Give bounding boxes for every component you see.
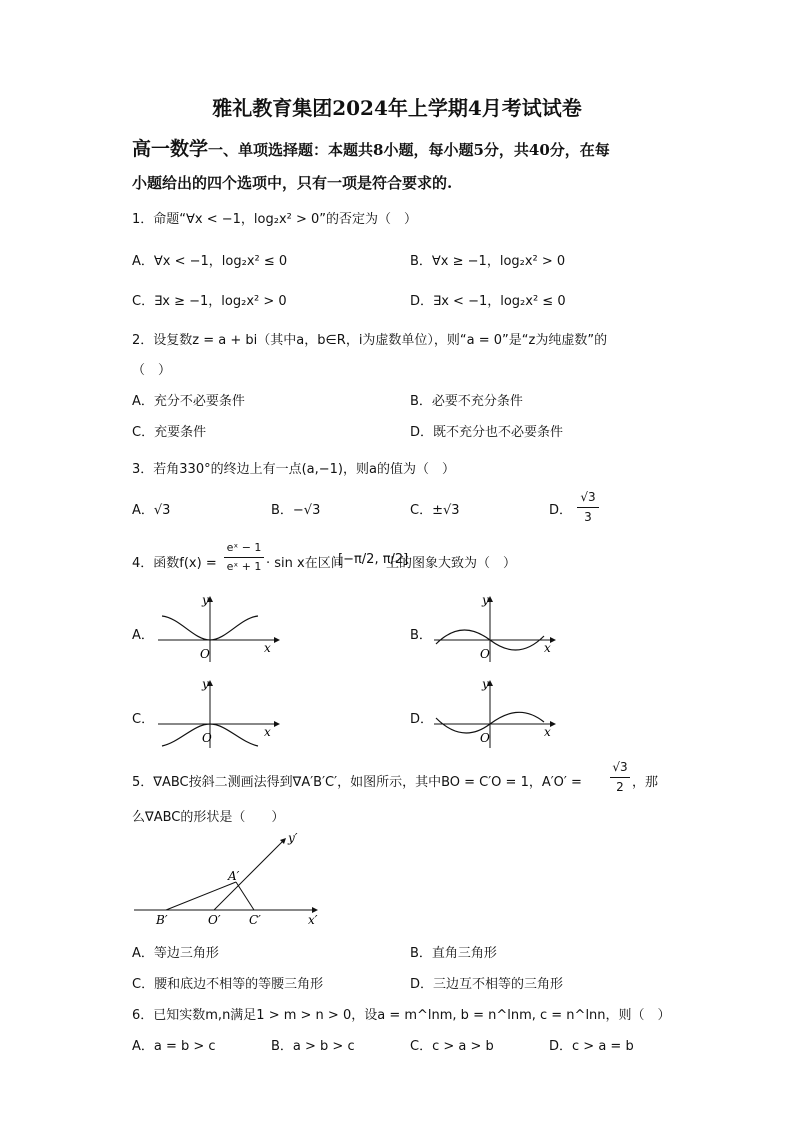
q5-label-c: C′ [249,913,261,927]
q6-option-a: A．a = b > c [132,1039,216,1054]
graph-b-x-label: x [544,641,551,655]
q2-option-d: D．既不充分也不必要条件 [410,425,564,440]
q4-stem-post: 上的图象大致为（ ） [386,556,517,571]
q4-graph-c [150,678,280,750]
q4-stem-pre: 4．函数f(x) = [132,556,217,571]
q1-option-d: D．∃x < −1，log₂x² ≤ 0 [410,294,566,309]
q4-frac-denominator: eˣ + 1 [226,560,262,573]
graph-b-y-label: y [482,593,489,607]
graph-a-y-label: y [202,593,209,607]
subject-label: 高一数学 [132,138,209,160]
q2-option-a: A．充分不必要条件 [132,394,245,409]
q3-option-d-numerator: √3 [580,490,596,504]
q3-option-d-denominator: 3 [584,510,592,524]
q6-option-c: C．c > a > b [410,1039,494,1054]
q5-label-y: y′ [288,831,298,845]
q6-option-d: D．c > a = b [549,1039,634,1054]
exam-title: 雅礼教育集团2024年上学期4月考试试卷 [212,96,582,120]
q2-stem: 2．设复数z = a + bi（其中a，b∈R，i为虚数单位），则“a = 0”是“z为纯虚数”的 [132,333,608,348]
q5-frac-denominator: 2 [616,780,624,794]
q3-option-b: B．−√3 [271,503,321,518]
q1-option-a: A．∀x < −1，log₂x² ≤ 0 [132,254,288,269]
q5-option-c: C．腰和底边不相等的等腰三角形 [132,977,324,992]
section-heading-line2: 小题给出的四个选项中，只有一项是符合要求的. [132,174,453,192]
q5-label-o: O′ [208,913,221,927]
q3-stem: 3．若角330°的终边上有一点(a,−1)，则a的值为（ ） [132,462,455,477]
graph-a-x-label: x [264,641,271,655]
q5-label-b: B′ [156,913,168,927]
graph-c-y-label: y [202,677,209,691]
q4-frac-numerator: eˣ − 1 [226,541,262,554]
q2-answer-paren: （ ） [132,363,172,378]
q3-option-a: A．√3 [132,503,171,518]
graph-d-x-label: x [544,725,551,739]
q4-stem-mid: · sin x在区间 [266,556,344,571]
q4-option-b: B． [410,628,432,643]
q5-label-a: A′ [228,869,240,883]
q6-stem: 6．已知实数m,n满足1 > m > n > 0，设a = m^lnm, b = n^lnm, c = n^lnn，则（ ） [132,1008,671,1023]
q5-stem-tail: ，那 [632,775,659,790]
graph-c-origin: O [202,731,212,745]
q5-figure [132,826,332,936]
q4-option-a: A． [132,628,154,643]
q2-option-b: B．必要不充分条件 [410,394,523,409]
q5-option-a: A．等边三角形 [132,946,219,961]
q3-fraction-bar [577,507,599,508]
q3-option-d [549,499,572,518]
q5-fraction-bar [610,777,630,778]
graph-d-y-label: y [482,677,489,691]
q4-option-d: D． [410,712,434,727]
q4-graph-b [428,594,558,664]
graph-b-origin: O [480,647,490,661]
q2-option-c: C．充要条件 [132,425,207,440]
q1-option-b: B．∀x ≥ −1，log₂x² > 0 [410,254,566,269]
section-heading-line1: 一、单项选择题：本题共8小题，每小题5分，共40分，在每 [208,141,610,159]
q5-stem-line2: 么∇ABC的形状是（ ） [132,810,285,825]
q4-option-c: C． [132,712,155,727]
q3-option-c: C．±√3 [410,503,460,518]
q6-option-b: B．a > b > c [271,1039,355,1054]
section-heading [132,134,610,161]
q5-label-x: x′ [308,913,318,927]
q1-stem: 1．命题“∀x < −1，log₂x² > 0”的否定为（ ） [132,212,418,227]
graph-d-origin: O [480,731,490,745]
q5-option-b: B．直角三角形 [410,946,497,961]
graph-a-origin: O [200,647,210,661]
q5-option-d: D．三边互不相等的三角形 [410,977,564,992]
q4-interval: [−π/2, π/2] [338,552,409,567]
q3-option-d-label: D． [549,503,573,518]
q4-fraction-bar [224,557,264,558]
q1-option-c: C．∃x ≥ −1，log₂x² > 0 [132,294,287,309]
q4-graph-d [428,678,558,750]
graph-c-x-label: x [264,725,271,739]
q5-stem-line1: 5．∇ABC按斜二测画法得到∇A′B′C′，如图所示，其中BO = C′O = 1，A′O′ = [132,775,582,790]
q5-frac-numerator: √3 [612,760,628,774]
q4-graph-a [150,594,280,664]
